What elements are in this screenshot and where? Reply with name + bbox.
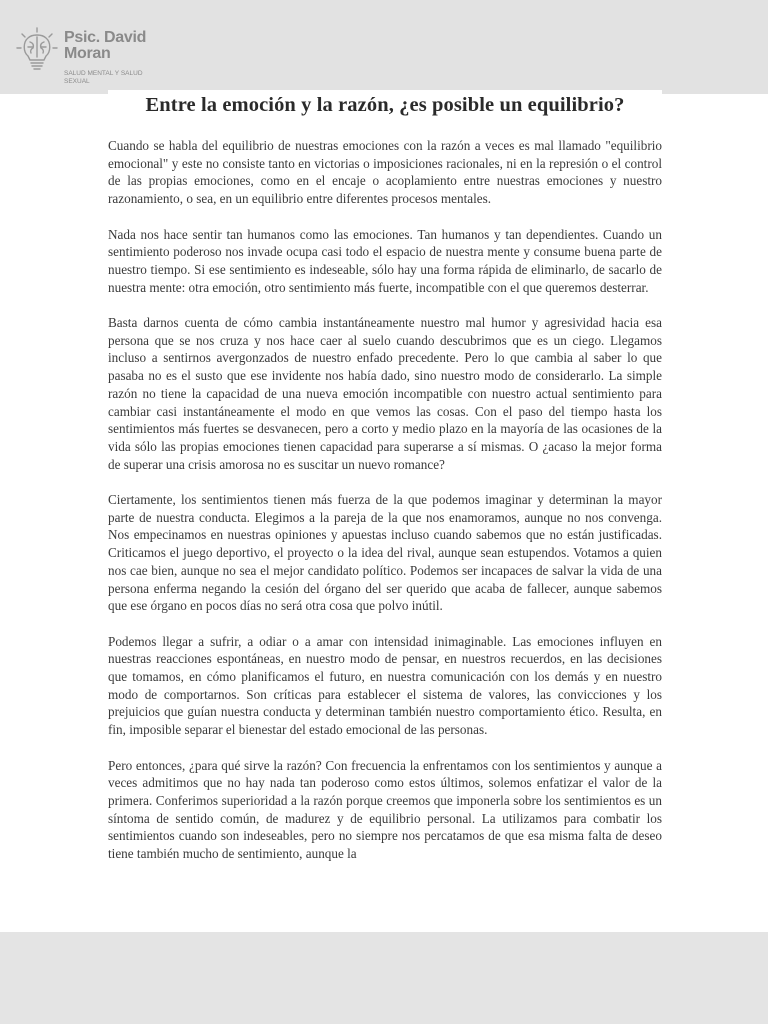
brand-name: Psic. David Moran bbox=[64, 29, 147, 62]
brain-lightbulb-icon bbox=[14, 26, 60, 72]
brand-header bbox=[0, 0, 768, 94]
paragraph: Nada nos hace sentir tan humanos como las emociones. Tan humanos y tan dependientes. Cuando un sentimiento poderoso nos invade ocupa casi todo el espacio de nuestra mente y consume buena parte de nuestro tiempo. Si ese sentimiento es indeseable, sólo hay una forma rápida de eliminarlo, de sacarlo de nuestra mente: otra emoción, otro sentimiento más fuerte, incompatible con el que queremos desterrar. bbox=[108, 226, 662, 295]
paragraph: Pero entonces, ¿para qué sirve la razón? Con frecuencia la enfrentamos con los sentimientos y aunque a veces admitimos que no hay nada tan poderoso como estos últimos, solemos enfatizar el valor de la primera. Conferimos superioridad a la razón porque creemos que imponerla sobre los sentimientos es un síntoma de sentido común, de madurez y de equilibrio personal. La utilizamos para combatir los sentimientos cuando son indeseables, pero no siempre nos percatamos de que esa misma falta de deseo tiene también mucho de sentimiento, aunque la bbox=[108, 757, 662, 862]
paragraph: Ciertamente, los sentimientos tienen más fuerza de la que podemos imaginar y determinan la mayor parte de nuestra conducta. Elegimos a la pareja de la que nos enamoramos, aunque no nos convenga. Nos empecinamos en nuestras opiniones y apuestas incluso cuando sabemos que no están justificadas. Criticamos el juego deportivo, el proyecto o la idea del rival, aunque sean estupendos. Votamos a quien nos cae bien, aunque no sea el mejor candidato político. Podemos ser incapaces de salvar la vida de una persona enferma negando la cesión del órgano del ser querido que acaba de fallecer, aunque sabemos que ese órgano en pocos días no será otra cosa que polvo inútil. bbox=[108, 492, 662, 614]
brand-tagline: SALUD MENTAL Y SALUD SEXUAL bbox=[64, 70, 143, 85]
article bbox=[108, 90, 662, 880]
paragraph: Basta darnos cuenta de cómo cambia instantáneamente nuestro mal humor y agresividad hacia esa persona que se nos cruza y nos hace caer al suelo cuando descubrimos que es un ciego. Llegamos incluso a sentirnos avergonzados de nuestro enfado precedente. Pero lo que cambia al saber lo que pasaba no es el susto que ese invidente nos había dado, sino nuestro modo de considerarlo. La simple razón no tiene la capacidad de una nueva emoción incompatible con nuestro actual sentimiento para cambiar casi instantáneamente el modo en que vemos las cosas. Con el paso del tiempo hasta los sentimientos más fuertes se desvanecen, pero a corto y medio plazo en la mayoría de las ocasiones de la vida sólo las propias emociones tienen capacidad para superarse a sí mismas. O ¿acaso la mejor forma de superar una crisis amorosa no es suscitar un nuevo romance? bbox=[108, 315, 662, 472]
article-body bbox=[108, 137, 662, 863]
paragraph: Podemos llegar a sufrir, a odiar o a amar con intensidad inimaginable. Las emociones influyen en nuestras reacciones espontáneas, en nuestro modo de pensar, en nuestros recuerdos, en las decisiones que tomamos, en cómo planificamos el futuro, en nuestra comunicación con los demás y en nuestro modo de comportarnos. Son críticas para establecer el sistema de valores, las convicciones y los prejuicios que guían nuestra conducta y determinan también nuestro comportamiento ético. Resulta, en fin, imposible separar el bienestar del estado emocional de las personas. bbox=[108, 633, 662, 738]
article-title: Entre la emoción y la razón, ¿es posible un equilibrio? bbox=[145, 94, 625, 116]
paragraph: Cuando se habla del equilibrio de nuestras emociones con la razón a veces es mal llamado "equilibrio emocional" y este no consiste tanto en victorias o imposiciones racionales, ni en la represión o el control de las propias emociones, como en el encaje o acoplamiento entre nuestras emociones y nuestro razonamiento, o sea, en un equilibrio entre diferentes procesos mentales. bbox=[108, 138, 662, 207]
